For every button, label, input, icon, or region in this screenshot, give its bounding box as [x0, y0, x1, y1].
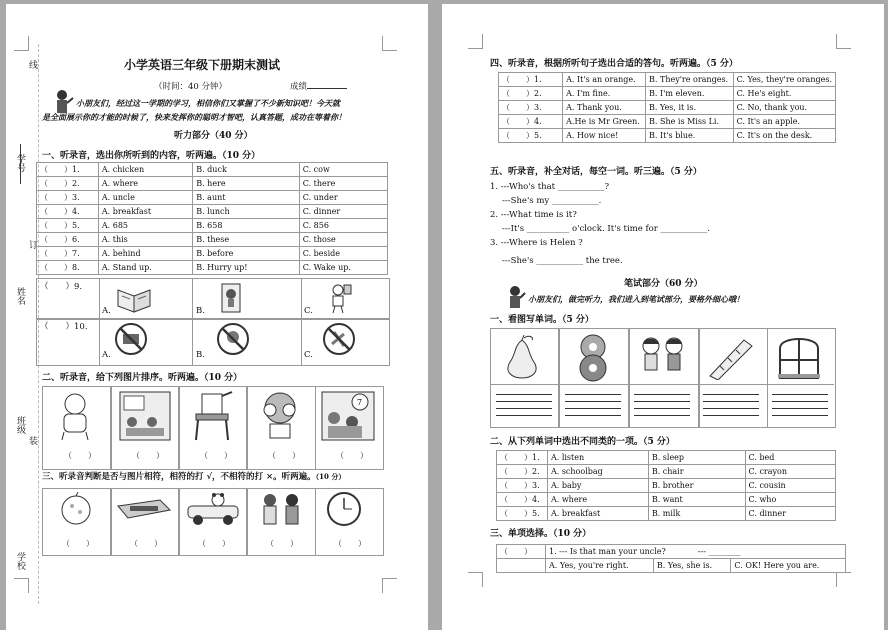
section4-option-b: B. I'm eleven. [646, 87, 734, 101]
section4-option-c: C. No, thank you. [733, 101, 835, 115]
crop-mark [836, 34, 851, 49]
w2-number[interactable]: （ ）4. [497, 493, 548, 507]
section4-option-b: B. It's blue. [646, 129, 734, 143]
w2-table [496, 450, 836, 521]
section4-heading: 四、听录音，根据所听句子选出合适的答句。听两遍。（5 分） [490, 59, 738, 69]
row10-opt-b: B. [196, 350, 205, 360]
writing-line [496, 408, 552, 409]
writing-line [772, 415, 828, 416]
w2-row [497, 451, 836, 465]
section1-option-c: C. under [299, 191, 387, 205]
section1-option-a: A. uncle [98, 191, 192, 205]
w3-q1-option-b: B. Yes, she is. [653, 559, 731, 573]
s2-answer-5[interactable]: （ ） [336, 451, 368, 460]
writing-line [496, 401, 552, 402]
number-eight-picture [568, 332, 618, 382]
side-label-xuexiao: 学校 [15, 552, 25, 570]
w2-option-c: C. crayon [745, 465, 835, 479]
w2-option-a: A. breakfast [547, 507, 648, 521]
writing-line [565, 394, 621, 395]
section4-row [499, 115, 836, 129]
section1-option-a: A. 685 [98, 219, 192, 233]
w1-heading: 一、看图写单词。（5 分） [490, 315, 594, 325]
svg-text:7: 7 [357, 398, 363, 407]
section1-row [37, 205, 388, 219]
section1-number[interactable]: （ ）5. [37, 219, 99, 233]
section4-option-c: C. It's on the desk. [733, 129, 835, 143]
writing-line [703, 415, 759, 416]
w2-option-b: B. want [648, 493, 745, 507]
section1-row [37, 219, 388, 233]
w2-option-b: B. milk [648, 507, 745, 521]
w2-option-c: C. cousin [745, 479, 835, 493]
section1-option-a: A. this [98, 233, 192, 247]
classroom-picture [118, 390, 172, 442]
intro-line-2: 是全面展示你的才能的时候了，快来发挥你的聪明才智吧，认真答题，成功在等着你！ [42, 112, 346, 122]
section1-row [37, 233, 388, 247]
writing-line [772, 408, 828, 409]
section1-row [37, 163, 388, 177]
two-people-picture [254, 492, 308, 526]
writing-line [565, 408, 621, 409]
no-walking-sign-picture [322, 322, 356, 356]
no-photo-sign-picture [114, 322, 148, 356]
w3-q1-option-a: A. Yes, you're right. [546, 559, 654, 573]
teacher-icon [504, 284, 526, 312]
section4-option-b: B. She is Miss Li. [646, 115, 734, 129]
section1-heading: 一、听录音，选出你所听到的内容，听两遍。（10 分） [42, 151, 261, 161]
crop-mark [468, 34, 483, 49]
section1-number[interactable]: （ ）8. [37, 261, 99, 275]
section4-table [498, 72, 836, 143]
section1-option-b: B. these [193, 233, 300, 247]
section1-number[interactable]: （ ）6. [37, 233, 99, 247]
s3-answer-1[interactable]: （ ） [62, 539, 94, 548]
crop-mark [382, 36, 397, 51]
s3-answer-4[interactable]: （ ） [266, 539, 298, 548]
section1-row [37, 261, 388, 275]
right-page [442, 4, 884, 630]
section1-row [37, 191, 388, 205]
w3-q1-paren[interactable]: （ ） [497, 545, 546, 559]
section5-heading: 五、听录音，补全对话，每空一词。听三遍。（5 分） [490, 167, 702, 177]
section1-option-c: C. beside [299, 247, 387, 261]
section4-option-a: A. It's an orange. [563, 73, 646, 87]
section1-option-b: B. here [193, 177, 300, 191]
side-label-zhuang: 装 [27, 436, 37, 445]
writing-line [772, 394, 828, 395]
section1-option-a: A. where [98, 177, 192, 191]
writing-line [496, 415, 552, 416]
section1-table [36, 162, 388, 275]
section1-option-c: C. those [299, 233, 387, 247]
section1-option-c: C. 856 [299, 219, 387, 233]
no-eating-sign-picture [216, 322, 250, 356]
written-intro: 小朋友们，做完听力，我们进入到笔试部分，要格外细心哦！ [528, 294, 744, 304]
writing-line [634, 394, 690, 395]
section4-option-b: B. Yes, it is. [646, 101, 734, 115]
section4-number[interactable]: （ ）1. [499, 73, 563, 87]
kids-picture [256, 390, 304, 442]
section1-option-c: C. there [299, 177, 387, 191]
door-picture [216, 282, 246, 314]
w2-row [497, 507, 836, 521]
section1-option-b: B. duck [193, 163, 300, 177]
pencil-box-picture [116, 496, 172, 522]
crop-mark [468, 572, 483, 587]
writing-line [565, 415, 621, 416]
section4-option-b: B. They're oranges. [646, 73, 734, 87]
orange-picture [58, 492, 94, 526]
row9-opt-c: C. [304, 306, 313, 316]
w2-row [497, 465, 836, 479]
row10-number: （ ）10. [40, 322, 88, 332]
writing-line [703, 394, 759, 395]
writing-line [634, 401, 690, 402]
dialogue-line-5: 3. ---Where is Helen ? [490, 238, 583, 248]
page-title: 小学英语三年级下册期末测试 [124, 58, 281, 72]
s3-answer-5[interactable]: （ ） [334, 539, 366, 548]
section1-option-a: A. Stand up. [98, 261, 192, 275]
s2-answer-3[interactable]: （ ） [200, 451, 232, 460]
side-label-xuehao: 学号 [15, 154, 25, 172]
w2-number[interactable]: （ ）5. [497, 507, 548, 521]
score-label: 成绩 [290, 80, 347, 92]
row10-opt-c: C. [304, 350, 313, 360]
section4-number[interactable]: （ ）5. [499, 129, 563, 143]
section4-number[interactable]: （ ）3. [499, 101, 563, 115]
w2-number[interactable]: （ ）3. [497, 479, 548, 493]
section4-option-c: C. Yes, they're oranges. [733, 73, 835, 87]
boy-girl-picture [636, 334, 690, 380]
w2-number[interactable]: （ ）2. [497, 465, 548, 479]
window-picture [774, 334, 824, 380]
s2-answer-1[interactable]: （ ） [64, 451, 96, 460]
section1-option-b: B. aunt [193, 191, 300, 205]
side-label-ding: 订 [27, 240, 37, 249]
s2-answer-4[interactable]: （ ） [268, 451, 300, 460]
side-label-xian: 线 [27, 60, 37, 69]
section1-number[interactable]: （ ）1. [37, 163, 99, 177]
w2-option-b: B. sleep [648, 451, 745, 465]
section4-option-a: A. Thank you. [563, 101, 646, 115]
dialogue-line-3: 2. ---What time is it? [490, 210, 577, 220]
section4-row [499, 129, 836, 143]
section1-option-a: A. behind [98, 247, 192, 261]
section1-number[interactable]: （ ）4. [37, 205, 99, 219]
w3-q1-option-c: C. OK! Here you are. [731, 559, 846, 573]
listening-heading: 听力部分（40 分） [174, 131, 253, 141]
w2-option-a: A. where [547, 493, 648, 507]
section4-option-a: A. I'm fine. [563, 87, 646, 101]
writing-line [496, 394, 552, 395]
section1-number[interactable]: （ ）2. [37, 177, 99, 191]
section1-option-c: C. cow [299, 163, 387, 177]
section3-heading: 三、听录音判断是否与图片相符，相符的打 √，不相符的打 ×。听两遍。（10 分） [42, 472, 346, 482]
intro-line-1: 小朋友们，经过这一学期的学习，相信你们又掌握了不少新知识吧！今天就 [76, 98, 340, 108]
writing-line [565, 401, 621, 402]
writing-line [634, 415, 690, 416]
w2-option-b: B. brother [648, 479, 745, 493]
section1-option-b: B. lunch [193, 205, 300, 219]
clock-family-picture [320, 390, 376, 442]
left-page [6, 4, 428, 630]
w2-row [497, 479, 836, 493]
side-label-xingming: 姓名 [15, 287, 25, 305]
section1-option-a: A. chicken [98, 163, 192, 177]
s2-answer-2[interactable]: （ ） [132, 451, 164, 460]
section1-row [37, 247, 388, 261]
section1-option-b: B. before [193, 247, 300, 261]
w2-option-a: A. schoolbag [547, 465, 648, 479]
w2-heading: 二、从下列单词中选出不同类的一项。（5 分） [490, 437, 675, 447]
dialogue-line-6: ---She's ___________ the tree. [502, 256, 623, 266]
writing-line [634, 408, 690, 409]
writing-line [772, 401, 828, 402]
section1-row [37, 177, 388, 191]
w2-option-c: C. bed [745, 451, 835, 465]
section1-option-c: C. Wake up. [299, 261, 387, 275]
row9-opt-b: B. [196, 306, 205, 316]
dialogue-line-1: 1. ---Who's that ___________? [490, 182, 610, 192]
boy-picture [324, 282, 354, 314]
dialogue-line-4: ---It's __________ o'clock. It's time for ___________. [502, 224, 710, 234]
ruler-picture [706, 336, 756, 380]
writing-line [703, 408, 759, 409]
s3-answer-2[interactable]: （ ） [130, 539, 162, 548]
time-label: （时间：40 分钟） [154, 82, 228, 92]
section4-number[interactable]: （ ）4. [499, 115, 563, 129]
baby-picture [54, 390, 96, 442]
section2-heading: 二、听录音，给下列图片排序。听两遍。（10 分） [42, 373, 243, 383]
crop-mark [836, 572, 851, 587]
section1-number[interactable]: （ ）3. [37, 191, 99, 205]
section4-number[interactable]: （ ）2. [499, 87, 563, 101]
section4-option-a: A.He is Mr Green. [563, 115, 646, 129]
section1-option-b: B. 658 [193, 219, 300, 233]
panda-car-picture [184, 492, 242, 526]
pear-picture [500, 334, 544, 380]
w2-option-c: C. who [745, 493, 835, 507]
w2-row [497, 493, 836, 507]
section1-option-a: A. breakfast [98, 205, 192, 219]
side-label-banji: 班级 [15, 416, 25, 434]
book-picture [116, 282, 152, 314]
s3-answer-3[interactable]: （ ） [198, 539, 230, 548]
w3-table [496, 544, 846, 573]
w3-heading: 三、单项选择。（10 分） [490, 529, 592, 539]
section4-option-c: C. He's eight. [733, 87, 835, 101]
section1-option-c: C. dinner [299, 205, 387, 219]
row9-number: （ ）9. [40, 282, 83, 292]
dialogue-line-2: ---She's my ___________. [502, 196, 602, 206]
row9-opt-a: A. [102, 306, 111, 316]
written-heading: 笔试部分（60 分） [624, 279, 703, 289]
crop-mark [14, 36, 29, 51]
section1-number[interactable]: （ ）7. [37, 247, 99, 261]
w2-number[interactable]: （ ）1. [497, 451, 548, 465]
w2-option-a: A. baby [547, 479, 648, 493]
crop-mark [14, 578, 29, 593]
section4-row [499, 87, 836, 101]
section4-option-a: A. How nice! [563, 129, 646, 143]
chair-picture [188, 390, 236, 442]
w2-option-c: C. dinner [745, 507, 835, 521]
row10-opt-a: A. [102, 350, 111, 360]
crop-mark [382, 578, 397, 593]
w3-q1-question: 1. --- Is that man your uncle? --- ________ [546, 545, 846, 559]
section4-row [499, 73, 836, 87]
clock-picture [324, 490, 364, 528]
section4-row [499, 101, 836, 115]
writing-line [703, 401, 759, 402]
section1-option-b: B. Hurry up! [193, 261, 300, 275]
w2-option-a: A. listen [547, 451, 648, 465]
section4-option-c: C. It's an apple. [733, 115, 835, 129]
w2-option-b: B. chair [648, 465, 745, 479]
